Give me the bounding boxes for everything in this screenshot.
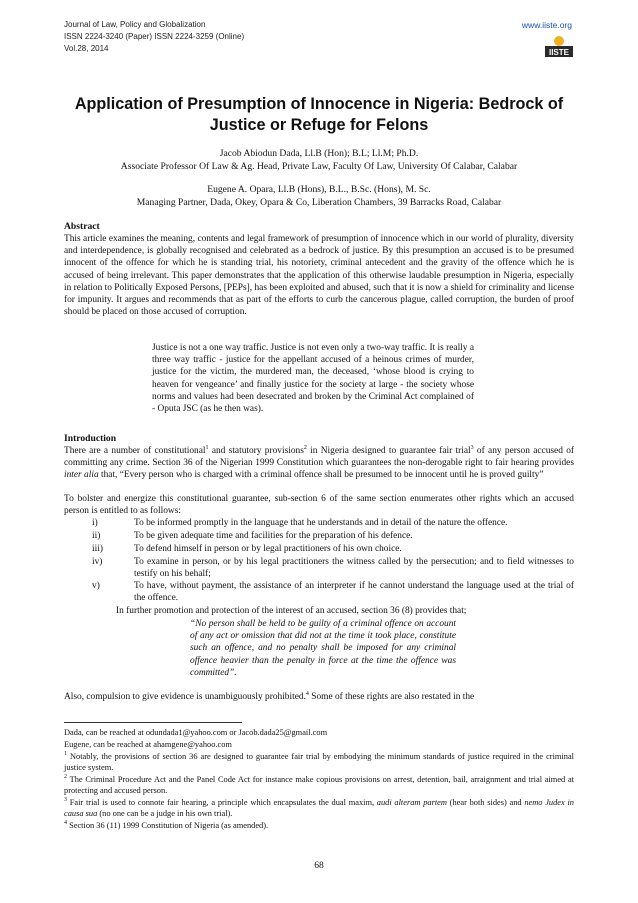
journal-name: Journal of Law, Policy and Globalization — [64, 20, 206, 29]
intro-paragraph-1: There are a number of constitutional$^1$ and statutory provisions$^2$ in Nigeria designed to guarantee fair trial$^3$ of any person accused of committing any crime. Section 36 of the Nigerian 1999 Constitution which guarantees the non-derogable right to fair hearing provides inter alia that, “Every person who is charged with a criminal offence shall be presumed to be innocent until he is proved guilty” — [64, 444, 575, 481]
journal-volume: Vol.28, 2014 — [64, 44, 109, 53]
author-1-affiliation: Associate Professor Of Law & Ag. Head, Private Law, Faculty Of Law, University Of Calabar, Calabar — [120, 161, 518, 172]
intro-paragraph-2: To bolster and energize this constitutional guarantee, sub-section 6 of the same section enumerates other rights which an accused person is entitled to as follows: — [64, 494, 574, 517]
section-36-8-quote: “No person shall be held to be guilty of a criminal offence on account of any act or omission that did not at the time it took place, constitute such an offence, and no penalty shall be imposed for any criminal offence heavier than the penalty in force at the time the offence was committed”. — [190, 619, 456, 678]
footnote-ref-1[interactable]: 1 — [205, 444, 209, 451]
journal-url-link[interactable]: www.iiste.org — [521, 20, 572, 30]
author-1-name: Jacob Abiodun Dada, Ll.B (Hon); B.L; Ll.M; Ph.D. — [219, 148, 419, 159]
footnote-ref-2[interactable]: 2 — [303, 444, 307, 451]
footnote-3: $^3$ Fair trial is used to connote fair hearing, a principle which encapsulates the dual maxim, audi alteram partem (hear both sides) and nemo Judex in causa sua (no one can be a judge in his own trial). — [64, 797, 574, 818]
author-2-affiliation: Managing Partner, Dada, Okey, Opara & Co, Liberation Chambers, 39 Barracks Road, Calabar — [136, 197, 502, 208]
abstract-text: This article examines the meaning, contents and legal framework of presumption of innocence which in our world of plurality, diversity and interdependence, is globally recognised and celebrated as a bedrock of justice. By this presumption an accused is to be presumed innocent of the offence for which he is standing trial, his notoriety, criminal antecedent and the gravity of the offence which he is accused of being irrelevant. This paper demonstrates that the application of this otherwise laudable presumption in Nigeria, especially in relation to Politically Exposed Persons, [PEPs], has been exploited and abused, such that it is now a shield for criminality and license for impunity. It argues and recommends that as part of the efforts to curb the cancerous plague, called corruption, the burden of proof should be placed on those accused of corruption. — [64, 234, 574, 318]
footnote-ref-3[interactable]: 3 — [470, 444, 474, 451]
footnote-4: $^4$ Section 36 (11) 1999 Constitution of Nigeria (as amended). — [64, 820, 269, 830]
footnote-divider — [64, 722, 242, 723]
footnote-contact-1: Dada, can be reached at odundada1@yahoo.com or Jacob.dada25@gmail.com — [64, 728, 328, 737]
footnote-contact-2: Eugene, can be reached at ahamgene@yahoo.com — [64, 740, 232, 749]
intro-paragraph-4: Also, compulsion to give evidence is unambiguously prohibited.$^4$ Some of these rights are also restated in the — [64, 690, 475, 702]
paper-title: Application of Presumption of Innocence in Nigeria: Bedrock of Justice or Refuge for Felons — [74, 95, 564, 134]
page-number: 68 — [314, 860, 324, 871]
footnote-1: $^1$ Notably, the provisions of section 36 are designed to guarantee fair trial by embodying the minimum standards of justice required in the criminal justice system. — [64, 751, 574, 772]
paper-page: Journal of Law, Policy and Globalization ISSN 2224-3240 (Paper) ISSN 2224-3259 (Online) Vol.28, 2014 www.iiste.org IISTE Application of Presumption of Innocence in Nigeria: Bedrock of Justice or Refuge for Felons Jacob Abiodun Dada, Ll.B (Hon); B.L; Ll.M; Ph.D. Associate Professor Of Law & Ag. Head, Private Law, Faculty Of Law, University Of Calabar, Calabar Eugene A. Opara, Ll.B (Hons), B.L., B.Sc. (Hons), M. Sc. Managing Partner, Dada, Okey, Opara & Co, Liberation Chambers, 39 Barracks Road, Calabar Abstract This article examines the meaning, contents and legal framework of presumption of innocence which in our world of plurality, diversity and interdependence, is globally recognised and celebrated as a bedrock of justice. By this presumption an accused is to be presumed innocent of the offence for which he is standing trial, his notoriety, criminal antecedent and the gravity of the offence which he is accused of being irrelevant. This paper demonstrates that the application of this otherwise laudable presumption in Nigeria, especially in relation to Politically Exposed Persons, [PEPs], has been exploited and abused, such that it is now a shield for criminality and license for impunity. It argues and recommends that as part of the efforts to curb the cancerous plague, called corruption, the burden of proof should be placed on those accused of corruption. Justice is not a one way traffic. Justice is not even only a two-way traffic. It is really a three way traffic - justice for the appellant accused of a heinous crimes of murder, justice for the victim, the murdered man, the deceased, ‘whose blood is crying to heaven for vengeance’ and finally justice for the society at large - the society whose norms and values had been desecrated and broken by the Criminal Act complained of - Oputa JSC (as he then was). Introduction There are a number of constitutional$^1$ and statutory provisions$^2$ in Nigeria designed to guarantee fair trial$^3$ of any person accused of committing any crime. Section 36 of the Nigerian 1999 Constitution which guarantees the non-derogable right to fair hearing provides inter alia that, “Every person who is charged with a criminal offence shall be presumed to be innocent until he is proved guilty” To bolster and energize this constitutional guarantee, sub-section 6 of the same section enumerates other rights which an accused person is entitled to as follows: i) To be informed promptly in the language that he understands and in detail of the nature the offence. ii) To be given adequate time and facilities for the preparation of his defence. iii) To defend himself in person or by legal practitioners of his own choice. iv) To examine in person, or by his legal practitioners the witness called by the persecution; and to field witnesses to testify on his behalf; v) To have, without payment, the assistance of an interpreter if he cannot understand the language used at the trial of the offence. In further promotion and protection of the interest of an accused, section 36 (8) provides that; “No person shall be held to be guilty of a criminal offence on account of any act or omission that did not at the time it took place, constitute such an offence, and no penalty shall be imposed for any criminal offence heavier than the penalty in force at the time the offence was committed”. Also, compulsion to give evidence is unambiguously prohibited.$^4$ Some of these rights are also restated in the Dada, can be reached at odundada1@yahoo.com or Jacob.dada25@gmail.com Eugene, can be reached at ahamgene@yahoo.com $^1$ Notably, the provisions of section 36 are designed to guarantee fair trial by embodying the minimum standards of justice required in the criminal justice system. $^2$ The Criminal Procedure Act and the Panel Code Act for instance make copious provisions on arrest, detention, bail, arraignment and trial aimed at protecting and accused person. $^3$ Fair trial is used to connote fair hearing, a principle which encapsulates the dual maxim, audi alteram partem (hear both sides) and nemo Judex in causa sua (no one can be a judge in his own trial). $^4$ Section 36 (11) 1999 Constitution of Nigeria (as amended). 68 — [0, 0, 638, 903]
author-2-name: Eugene A. Opara, Ll.B (Hons), B.L., B.Sc. (Hons), M. Sc. — [207, 184, 431, 195]
footnote-ref-4[interactable]: 4 — [305, 690, 309, 697]
logo-text: IISTE — [548, 48, 570, 57]
iiste-logo — [544, 34, 574, 58]
abstract-quote: Justice is not a one way traffic. Justice is not even only a two-way traffic. It is really a three way traffic - justice for the appellant accused of a heinous crimes of murder, justice for the victim, the murdered man, the deceased, ‘whose blood is crying to heaven for vengeance’ and finally justice for the society at large - the society whose norms and values had been desecrated and broken by the Criminal Act complained of - Oputa JSC (as he then was). — [152, 343, 474, 415]
abstract-heading: Abstract — [64, 221, 100, 232]
footnote-2: $^2$ The Criminal Procedure Act and the Panel Code Act for instance make copious provisions on arrest, detention, bail, arraignment and trial aimed at protecting and accused person. — [64, 774, 574, 795]
intro-paragraph-3: In further promotion and protection of the interest of an accused, section 36 (8) provides that; — [116, 606, 467, 616]
introduction-heading: Introduction — [64, 433, 117, 444]
journal-issn: ISSN 2224-3240 (Paper) ISSN 2224-3259 (Online) — [64, 32, 245, 41]
